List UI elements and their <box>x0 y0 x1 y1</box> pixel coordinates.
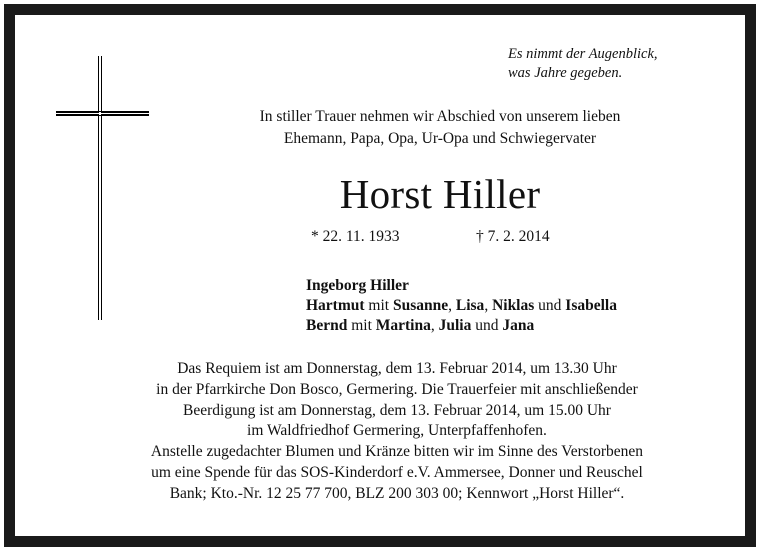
notice-line: um eine Spende für das SOS-Kinderdorf e.V. Ammersee, Donner und Reuschel <box>151 463 643 481</box>
intro-line: In stiller Trauer nehmen wir Abschied von unserem lieben <box>259 108 621 125</box>
motto-quote <box>508 45 658 83</box>
family-member-name: Isabella <box>565 297 617 314</box>
intro-text <box>160 106 720 150</box>
notice-line: Beerdigung ist am Donnerstag, dem 13. Februar 2014, um 15.00 Uhr <box>183 401 611 419</box>
family-member-name: Jana <box>502 317 535 334</box>
deceased-name: Horst Hiller <box>339 171 541 217</box>
family-member-name: Hartmut <box>306 297 365 314</box>
funeral-notice <box>42 359 752 505</box>
connector-text: mit <box>347 317 376 334</box>
connector-text: , <box>430 317 439 334</box>
connector-text: , <box>484 297 493 314</box>
notice-line: Anstelle zugedachter Blumen und Kränze bitten wir im Sinne des Verstorbenen <box>150 443 644 461</box>
cross-intersection <box>99 112 101 115</box>
death-date: † 7. 2. 2014 <box>476 228 550 245</box>
notice-line: Das Requiem ist am Donnerstag, dem 13. Februar 2014, um 13.30 Uhr <box>177 360 617 377</box>
connector-text: und <box>471 317 503 334</box>
family-member-name: Ingeborg Hiller <box>306 277 409 294</box>
family-members <box>306 276 617 336</box>
family-line <box>306 276 617 296</box>
family-line <box>306 296 617 316</box>
family-member-name: Niklas <box>492 297 535 314</box>
family-line <box>306 316 617 336</box>
family-member-name: Susanne <box>392 297 449 314</box>
motto-line: was Jahre gegeben. <box>508 65 623 81</box>
notice-line: im Waldfriedhof Germering, Unterpfaffenhofen. <box>247 422 547 440</box>
connector-text: und <box>534 297 566 314</box>
birth-date: * 22. 11. 1933 <box>311 228 400 245</box>
intro-line: Ehemann, Papa, Opa, Ur-Opa und Schwiegervater <box>283 130 597 147</box>
connector-text: , <box>448 297 456 314</box>
family-member-name: Martina <box>375 317 431 334</box>
cross-horizontal-beam <box>56 111 149 116</box>
cross-vertical-beam <box>98 56 102 320</box>
family-member-name: Julia <box>438 317 472 334</box>
family-member-name: Lisa <box>455 297 485 314</box>
connector-text: mit <box>364 297 393 314</box>
motto-line: Es nimmt der Augenblick, <box>508 46 658 62</box>
notice-line: in der Pfarrkirche Don Bosco, Germering. Die Trauerfeier mit anschließender <box>156 380 638 398</box>
family-member-name: Bernd <box>306 317 348 334</box>
notice-line: Bank; Kto.-Nr. 12 25 77 700, BLZ 200 303 00; Kennwort „Horst Hiller“. <box>169 484 625 502</box>
